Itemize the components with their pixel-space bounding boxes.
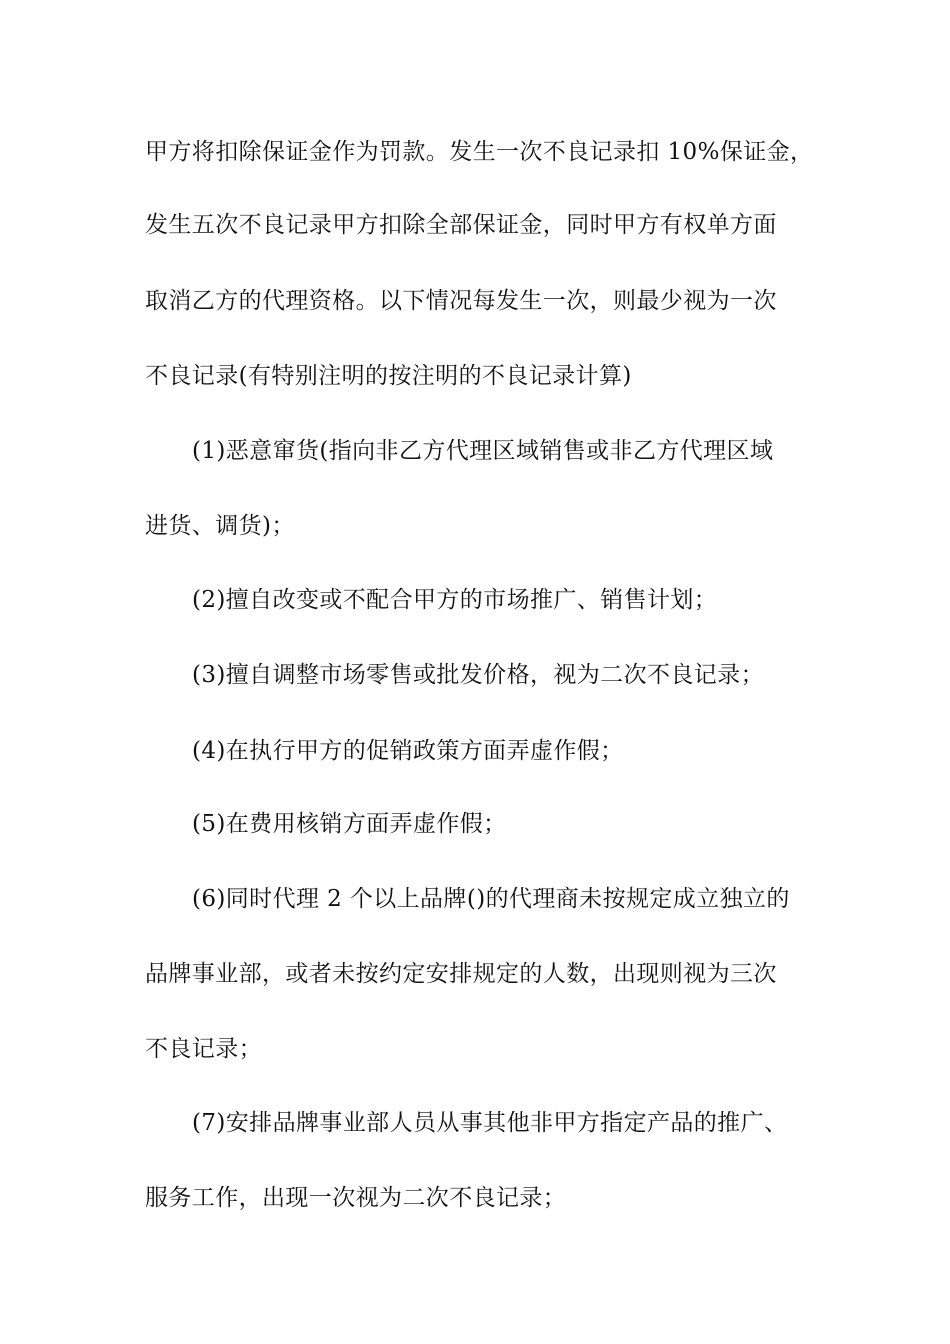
- list-item-7: (7)安排品牌事业部人员从事其他非甲方指定产品的推广、: [192, 1110, 788, 1136]
- list-item-6: (6)同时代理 2 个以上品牌()的代理商未按规定成立独立的: [192, 886, 790, 912]
- paragraph-line: 取消乙方的代理资格。以下情况每发生一次，则最少视为一次: [145, 288, 777, 314]
- list-item-6-continued: 不良记录；: [145, 1036, 262, 1062]
- list-item-4: (4)在执行甲方的促销政策方面弄虚作假；: [192, 738, 624, 764]
- list-item-1: (1)恶意窜货(指向非乙方代理区域销售或非乙方代理区域: [192, 438, 774, 464]
- list-item-5: (5)在费用核销方面弄虚作假；: [192, 811, 507, 837]
- paragraph-line: 甲方将扣除保证金作为罚款。发生一次不良记录扣 10%保证金，: [145, 139, 814, 165]
- list-item-3: (3)擅自调整市场零售或批发价格，视为二次不良记录；: [192, 662, 764, 688]
- list-item-2: (2)擅自改变或不配合甲方的市场推广、销售计划；: [192, 587, 718, 613]
- paragraph-line: 不良记录(有特别注明的按注明的不良记录计算): [145, 363, 632, 389]
- list-item-6-continued: 品牌事业部，或者未按约定安排规定的人数，出现则视为三次: [145, 961, 777, 987]
- list-item-7-continued: 服务工作，出现一次视为二次不良记录；: [145, 1185, 567, 1211]
- paragraph-line: 发生五次不良记录甲方扣除全部保证金，同时甲方有权单方面: [145, 212, 777, 238]
- list-item-1-continued: 进货、调货)；: [145, 513, 295, 539]
